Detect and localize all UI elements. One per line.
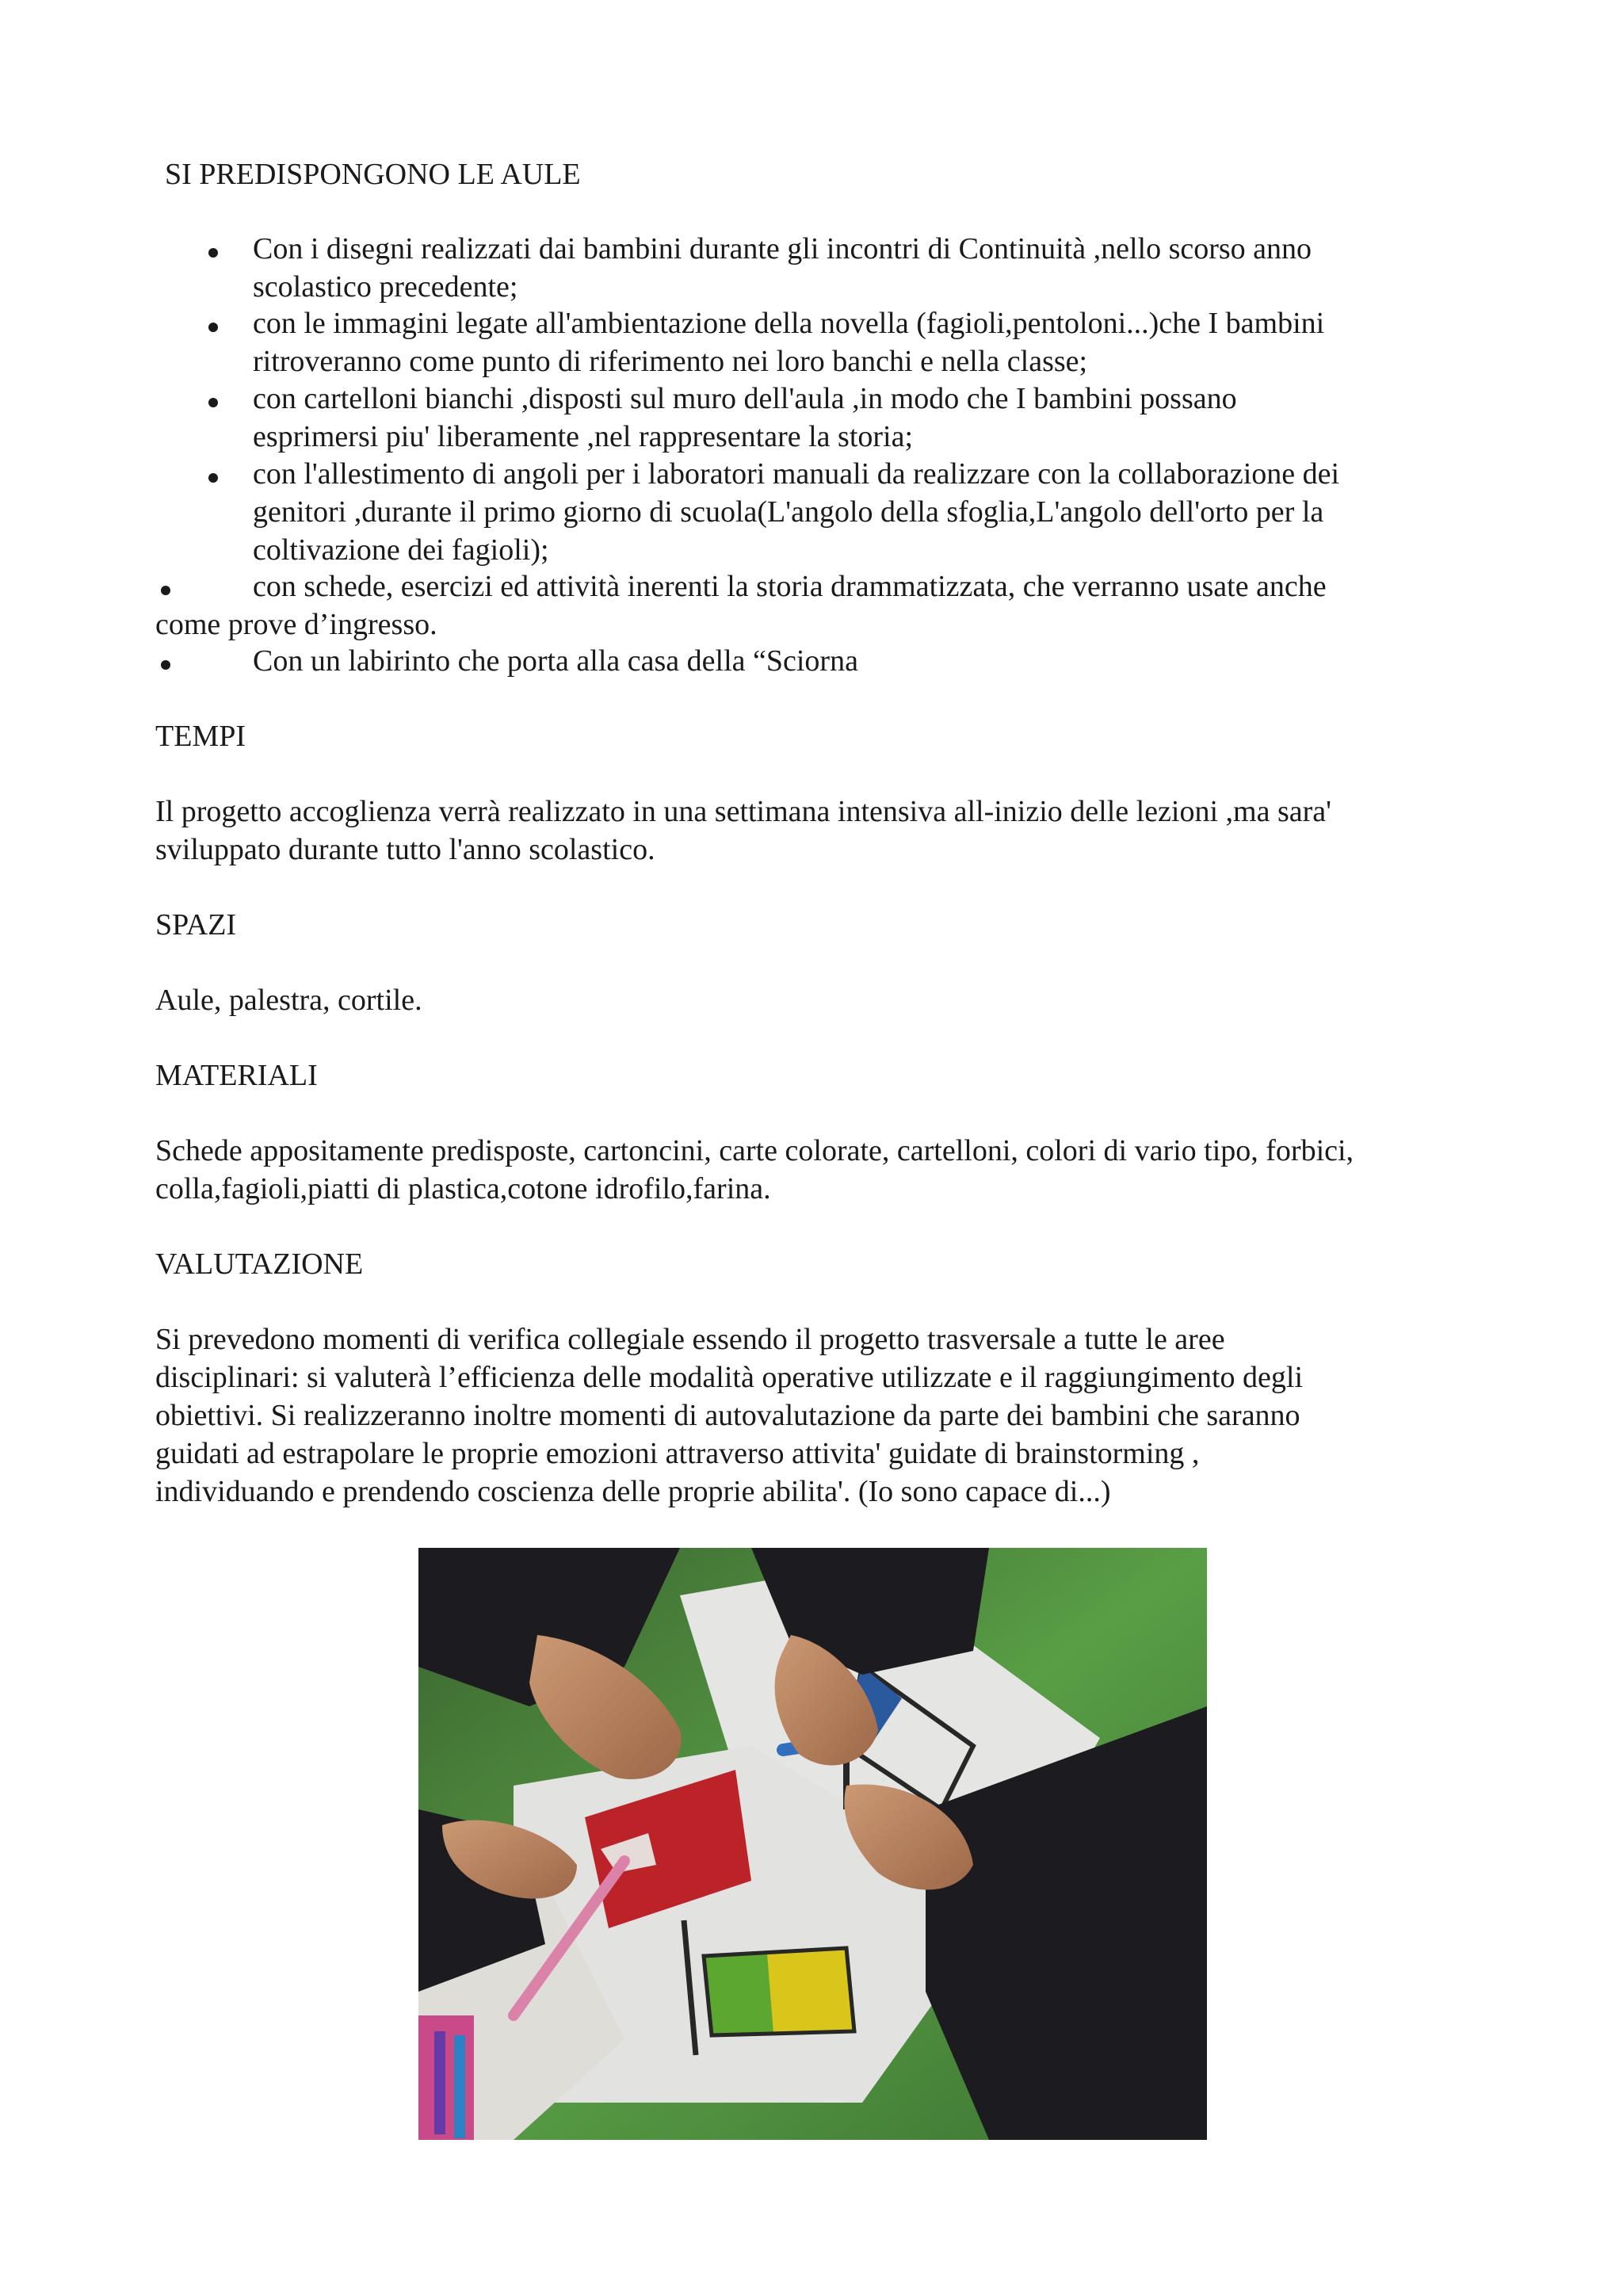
bullet-icon <box>208 248 218 258</box>
section-heading-spazi: SPAZI <box>155 908 237 942</box>
classroom-photo <box>418 1548 1207 2140</box>
list-item-line: esprimersi piu' liberamente ,nel rappresentare la storia; <box>253 420 914 453</box>
list-item-line: come prove d’ingresso. <box>155 608 437 641</box>
paragraph-line: Schede appositamente predisposte, cartoncini, carte colorate, cartelloni, colori di vario tipo, forbici, <box>155 1134 1354 1167</box>
photo-illustration <box>418 1548 1207 2140</box>
list-item-line: ritroveranno come punto di riferimento nei loro banchi e nella classe; <box>253 345 1088 378</box>
list-item-line: con le immagini legate all'ambientazione della novella (fagioli,pentoloni...)che I bambini <box>253 307 1325 340</box>
section-heading-valutazione: VALUTAZIONE <box>155 1247 364 1281</box>
section-heading-materiali: MATERIALI <box>155 1059 318 1092</box>
paragraph-line: individuando e prendendo coscienza delle proprie abilita'. (Io sono capace di...) <box>155 1475 1111 1508</box>
paragraph-line: Si prevedono momenti di verifica collegiale essendo il progetto trasversale a tutte le aree <box>155 1323 1225 1356</box>
section-heading-tempi: TEMPI <box>155 720 246 753</box>
list-item-line: Con un labirinto che porta alla casa della “Sciorna <box>253 644 858 678</box>
list-item-line: Con i disegni realizzati dai bambini durante gli incontri di Continuità ,nello scorso anno <box>253 232 1312 266</box>
bullet-icon <box>161 660 170 670</box>
bullet-icon <box>208 473 218 483</box>
list-item-line: con schede, esercizi ed attività inerenti la storia drammatizzata, che verranno usate anche <box>253 570 1327 603</box>
list-item-line: con l'allestimento di angoli per i laboratori manuali da realizzare con la collaborazione dei <box>253 457 1340 491</box>
list-item-line: scolastico precedente; <box>253 270 518 304</box>
paragraph-line: colla,fagioli,piatti di plastica,cotone idrofilo,farina. <box>155 1172 771 1205</box>
list-item-line: con cartelloni bianchi ,disposti sul muro dell'aula ,in modo che I bambini possano <box>253 382 1237 415</box>
section-heading-aule: SI PREDISPONGONO LE AULE <box>165 158 581 191</box>
paragraph-line: Aule, palestra, cortile. <box>155 984 422 1017</box>
bullet-icon <box>208 398 218 407</box>
paragraph-line: disciplinari: si valuterà l’efficienza delle modalità operative utilizzate e il raggiungimento degli <box>155 1361 1304 1394</box>
paragraph-line: sviluppato durante tutto l'anno scolastico. <box>155 833 655 866</box>
bullet-icon <box>161 586 170 595</box>
bullet-icon <box>208 323 218 332</box>
list-item-line: coltivazione dei fagioli); <box>253 533 549 567</box>
paragraph-line: obiettivi. Si realizzeranno inoltre momenti di autovalutazione da parte dei bambini che saranno <box>155 1399 1300 1432</box>
paragraph-line: guidati ad estrapolare le proprie emozioni attraverso attivita' guidate di brainstorming , <box>155 1437 1200 1470</box>
list-item-line: genitori ,durante il primo giorno di scuola(L'angolo della sfoglia,L'angolo dell'orto per la <box>253 495 1324 529</box>
photo-shading <box>418 1548 1207 2140</box>
paragraph-line: Il progetto accoglienza verrà realizzato in una settimana intensiva all-inizio delle lezioni ,ma sara' <box>155 795 1331 828</box>
